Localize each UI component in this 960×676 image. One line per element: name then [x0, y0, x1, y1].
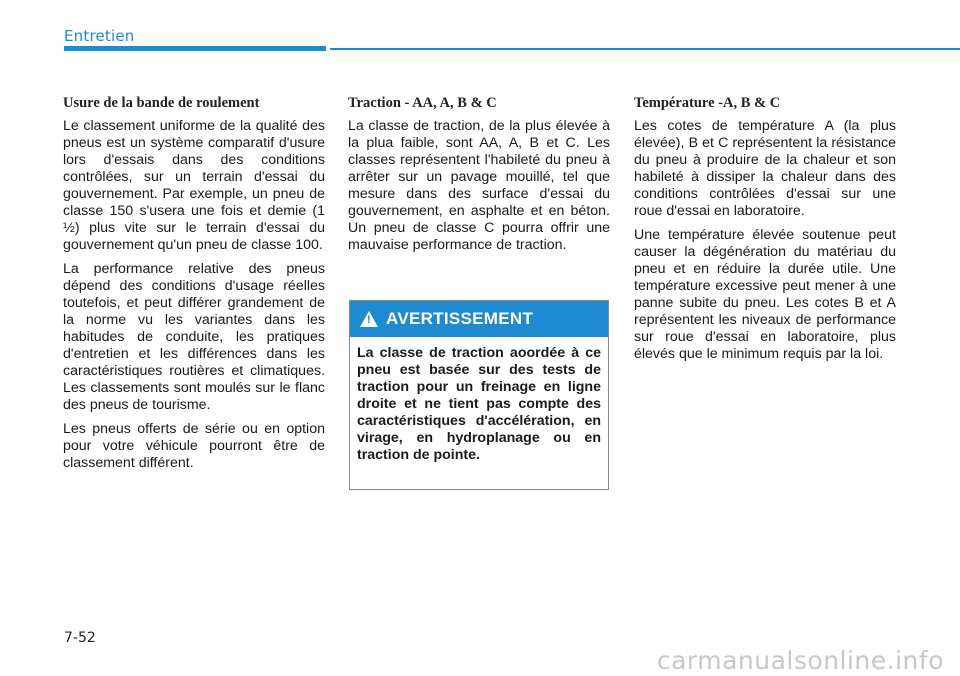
- heading-temperature: Température -A, B & C: [634, 95, 781, 111]
- heading-tread-wear: Usure de la bande de roulement: [63, 95, 260, 111]
- warning-title: AVERTISSEMENT: [386, 309, 534, 328]
- column-temperature: [634, 94, 896, 370]
- watermark: carmanualsonline.info: [656, 646, 944, 675]
- paragraph: Une température élevée soutenue peut causer la dégénération du matériau du pneu et en réduire la durée utile. Une température excessive peut mener à une panne subite du pneu. Les cotes B et A représentent les niveaux de performance sur roue d'essai en laboratoire, plus élevés que le minimum requis par la loi.: [634, 227, 896, 362]
- column-tread-wear: [63, 94, 325, 479]
- warning-header: [350, 301, 608, 337]
- page-number: 7-52: [64, 630, 96, 646]
- warning-body: La classe de traction aoordée à ce pneu est basée sur des tests de traction pour un freinage en ligne droite et ne tient pas compte des caractéristiques d'accélération, en virage, en hydroplanage ou en traction de pointe.: [357, 345, 601, 463]
- header-rule-thick: [64, 46, 326, 51]
- header-rule-thin: [330, 48, 960, 50]
- section-title: Entretien: [64, 27, 135, 45]
- warning-triangle-icon: !: [360, 311, 378, 327]
- paragraph: Le classement uniforme de la qualité des pneus est un système comparatif d'usure lors d'essais dans des conditions contrôlées, sur un terrain d'essai du gouvernement. Par exemple, un pneu de classe 150 s'usera une fois et demie (1 ½) plus vite sur le terrain d'essai du gouvernement qu'un pneu de classe 100.: [63, 118, 325, 253]
- paragraph: Les cotes de température A (la plus élevée), B et C représentent la résistance du pneu à produire de la chaleur et son habileté à dissiper la chaleur dans des conditions contrôlées d'essai sur une roue d'essai en laboratoire.: [634, 118, 896, 219]
- column-traction: [348, 94, 610, 261]
- warning-box: [349, 300, 609, 490]
- heading-traction: Traction - AA, A, B & C: [348, 95, 497, 111]
- paragraph: Les pneus offerts de série ou en option pour votre véhicule pourront être de classement différent.: [63, 421, 325, 471]
- paragraph: La classe de traction, de la plus élevée à la plua faible, sont AA, A, B et C. Les classes représentent l'habileté du pneu à arrêter sur un pavage mouillé, tel que mesure dans des surface d'essai du gouvernement, en asphalte et en béton. Un pneu de classe C pourra offrir une mauvaise performance de traction.: [348, 118, 610, 253]
- paragraph: La performance relative des pneus dépend des conditions d'usage réelles toutefois, et peut différer grandement de la norme vu les variantes dans les habitudes de conduite, les pratiques d'entretien et les différences dans les caractéristiques routières et climatiques. Les classements sont moulés sur le flanc des pneus de tourisme.: [63, 261, 325, 413]
